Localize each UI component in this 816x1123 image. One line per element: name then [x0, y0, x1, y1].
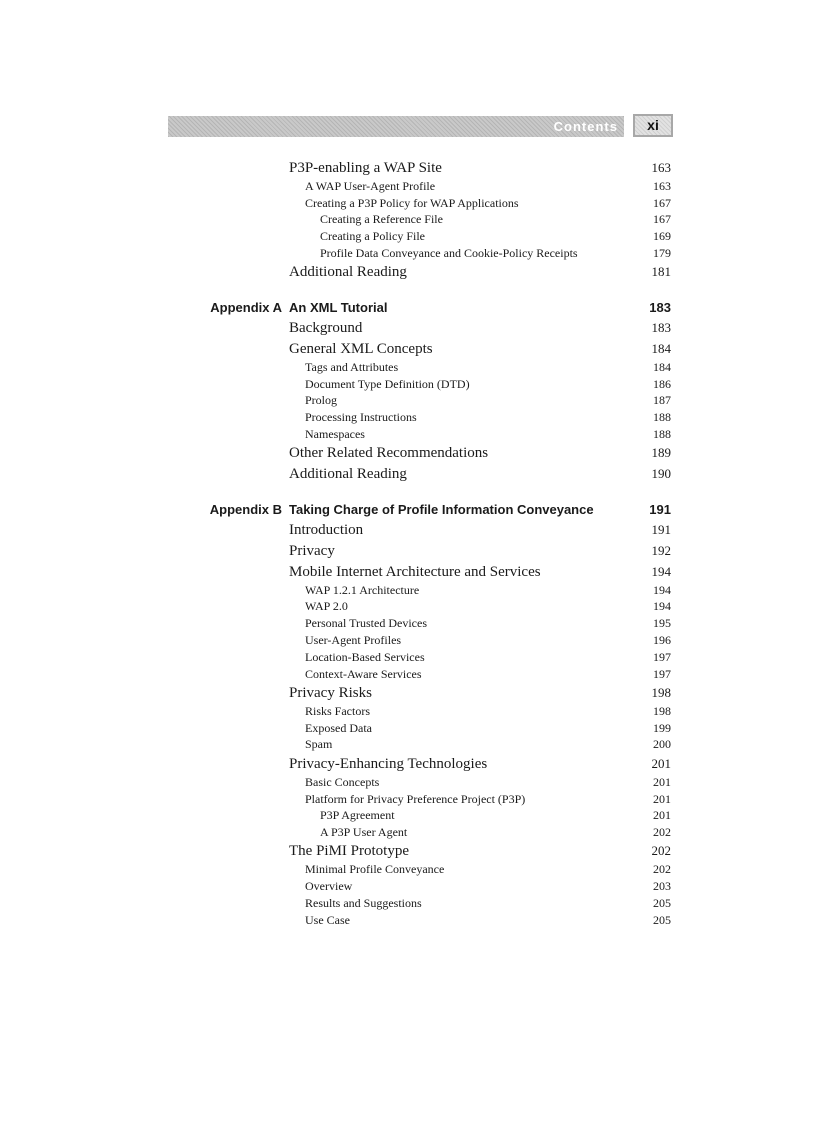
toc-entry[interactable] — [305, 427, 671, 442]
toc-entry-title: P3P-enabling a WAP Site — [289, 160, 442, 176]
running-header-label: Contents — [553, 119, 618, 134]
toc-entry-page: 181 — [651, 264, 671, 279]
toc-entry[interactable] — [320, 212, 671, 227]
toc-entry-page: 194 — [653, 599, 671, 613]
toc-entry-title: Minimal Profile Conveyance — [305, 862, 445, 876]
toc-entry-title: Creating a Policy File — [320, 229, 425, 243]
toc-entry-page: 198 — [653, 704, 671, 718]
toc-entry-title: Basic Concepts — [305, 775, 380, 789]
toc-entry-title: Privacy-Enhancing Technologies — [289, 756, 488, 772]
toc-entry-page: 202 — [653, 825, 671, 839]
toc-entry-page: 192 — [651, 543, 671, 558]
toc-entry-title: A P3P User Agent — [320, 825, 408, 839]
toc-entry-page: 201 — [651, 756, 671, 771]
toc-entry-page: 203 — [653, 879, 671, 893]
toc-entry-page: 197 — [653, 667, 671, 681]
toc-entry[interactable] — [305, 737, 671, 752]
toc-entry[interactable] — [289, 264, 671, 281]
toc-entry-title: Exposed Data — [305, 721, 372, 735]
toc-entry[interactable] — [305, 179, 671, 194]
toc-entry-title: Privacy Risks — [289, 685, 372, 701]
toc-entry-title: Namespaces — [305, 427, 365, 441]
toc-entry-title: Processing Instructions — [305, 410, 417, 424]
toc-entry-title: Platform for Privacy Preference Project (P3P) — [305, 792, 526, 806]
toc-entry-title: Tags and Attributes — [305, 360, 399, 374]
toc-entry-title: Personal Trusted Devices — [305, 616, 427, 630]
toc-entry-title: Risks Factors — [305, 704, 371, 718]
toc-entry-title: WAP 2.0 — [305, 599, 348, 613]
toc-entry-page: 197 — [653, 650, 671, 664]
appendix-b-label: Appendix B — [209, 502, 282, 517]
toc-entry-title: Introduction — [289, 522, 364, 538]
toc-entry-page: 190 — [651, 466, 671, 481]
toc-entry-page: 198 — [651, 685, 671, 700]
appendix-a-label: Appendix A — [210, 300, 282, 315]
toc-entry[interactable] — [305, 196, 671, 211]
toc-entry[interactable] — [305, 704, 671, 719]
toc-entry[interactable] — [289, 522, 671, 539]
toc-entry-page: 184 — [653, 360, 671, 374]
toc-entry[interactable] — [305, 913, 671, 928]
toc-entry[interactable] — [305, 410, 671, 425]
toc-entry[interactable] — [289, 320, 671, 337]
toc-entry-title: Mobile Internet Architecture and Services — [289, 564, 541, 580]
toc-entry[interactable] — [320, 246, 671, 261]
toc-entry[interactable] — [289, 160, 671, 177]
toc-entry[interactable] — [305, 616, 671, 631]
toc-entry-page: 201 — [653, 775, 671, 789]
toc-entry-page: 199 — [653, 721, 671, 735]
toc-entry[interactable] — [305, 583, 671, 598]
toc-entry-page: 201 — [653, 808, 671, 822]
toc-entry-title: Other Related Recommendations — [289, 445, 489, 461]
toc-entry-title: Location-Based Services — [305, 650, 425, 664]
toc-entry-title: The PiMI Prototype — [289, 843, 409, 859]
toc-entry-title: Additional Reading — [289, 264, 407, 280]
toc-entry[interactable] — [305, 879, 671, 894]
toc-entry-page: 167 — [653, 212, 671, 226]
toc-entry-title: Results and Suggestions — [305, 896, 422, 910]
toc-entry-page: 195 — [653, 616, 671, 630]
toc-entry[interactable] — [305, 360, 671, 375]
toc-entry-page: 169 — [653, 229, 671, 243]
toc-entry[interactable] — [320, 825, 671, 840]
toc-entry-page: 183 — [651, 320, 671, 335]
running-header-band — [168, 116, 624, 137]
toc-entry-page: 186 — [653, 377, 671, 391]
toc-entry-title: Background — [289, 320, 363, 336]
toc-entry-title: Profile Data Conveyance and Cookie-Policy Receipts — [320, 246, 578, 260]
toc-entry-page: 189 — [651, 445, 671, 460]
toc-entry[interactable] — [305, 775, 671, 790]
toc-entry-title: User-Agent Profiles — [305, 633, 402, 647]
toc-entry-page: 201 — [653, 792, 671, 806]
toc-entry[interactable] — [305, 377, 671, 392]
toc-entry-page: 167 — [653, 196, 671, 210]
toc-entry-page: 179 — [653, 246, 671, 260]
toc-entry-page: 196 — [653, 633, 671, 647]
toc-entry-title: Overview — [305, 879, 353, 893]
appendix-a-entry[interactable] — [289, 300, 671, 315]
toc-entry[interactable] — [289, 756, 671, 773]
toc-entry[interactable] — [305, 862, 671, 877]
toc-entry-page: 194 — [651, 564, 671, 579]
toc-entry-page: 202 — [653, 862, 671, 876]
toc-entry-page: 191 — [651, 522, 671, 537]
toc-entry[interactable] — [289, 843, 671, 860]
toc-entry-title: P3P Agreement — [320, 808, 395, 822]
toc-entry[interactable] — [289, 466, 671, 483]
toc-entry-title: Spam — [305, 737, 333, 751]
toc-entry-title: A WAP User-Agent Profile — [305, 179, 436, 193]
toc-entry[interactable] — [305, 650, 671, 665]
toc-entry-title: Prolog — [305, 393, 338, 407]
toc-entry-title: Creating a P3P Policy for WAP Applications — [305, 196, 519, 210]
page-number: xi — [633, 114, 673, 137]
toc-entry[interactable] — [305, 721, 671, 736]
toc-entry[interactable] — [305, 599, 671, 614]
toc-entry-page: 184 — [651, 341, 671, 356]
toc-entry-page: 188 — [653, 410, 671, 424]
toc-entry-title: Taking Charge of Profile Information Conveyance — [289, 502, 594, 517]
toc-entry[interactable] — [320, 229, 671, 244]
toc-entry-title: Context-Aware Services — [305, 667, 422, 681]
toc-entry-page: 188 — [653, 427, 671, 441]
toc-entry-title: Privacy — [289, 543, 335, 559]
toc-entry-page: 202 — [651, 843, 671, 858]
toc-entry[interactable] — [289, 564, 671, 581]
toc-entry-title: General XML Concepts — [289, 341, 433, 357]
appendix-b-entry[interactable] — [289, 502, 671, 517]
toc-entry[interactable] — [305, 896, 671, 911]
toc-entry-title: WAP 1.2.1 Architecture — [305, 583, 420, 597]
toc-entry[interactable] — [289, 341, 671, 358]
toc-entry[interactable] — [289, 445, 671, 462]
toc-entry-title: An XML Tutorial — [289, 300, 388, 315]
toc-entry[interactable] — [320, 808, 671, 823]
toc-entry[interactable] — [305, 393, 671, 408]
toc-entry-page: 163 — [651, 160, 671, 175]
toc-entry-page: 187 — [653, 393, 671, 407]
toc-entry[interactable] — [289, 685, 671, 702]
toc-entry-page: 200 — [653, 737, 671, 751]
toc-entry-page: 205 — [653, 896, 671, 910]
toc-entry-title: Document Type Definition (DTD) — [305, 377, 470, 391]
toc-entry-page: 191 — [649, 502, 671, 517]
toc-entry-page: 194 — [653, 583, 671, 597]
toc-entry-title: Use Case — [305, 913, 350, 927]
toc-entry-page: 183 — [649, 300, 671, 315]
toc-entry[interactable] — [305, 667, 671, 682]
toc-entry[interactable] — [305, 633, 671, 648]
toc-entry[interactable] — [305, 792, 671, 807]
toc-entry-page: 205 — [653, 913, 671, 927]
toc-entry-title: Creating a Reference File — [320, 212, 443, 226]
toc-entry[interactable] — [289, 543, 671, 560]
toc-entry-page: 163 — [653, 179, 671, 193]
toc-entry-title: Additional Reading — [289, 466, 407, 482]
